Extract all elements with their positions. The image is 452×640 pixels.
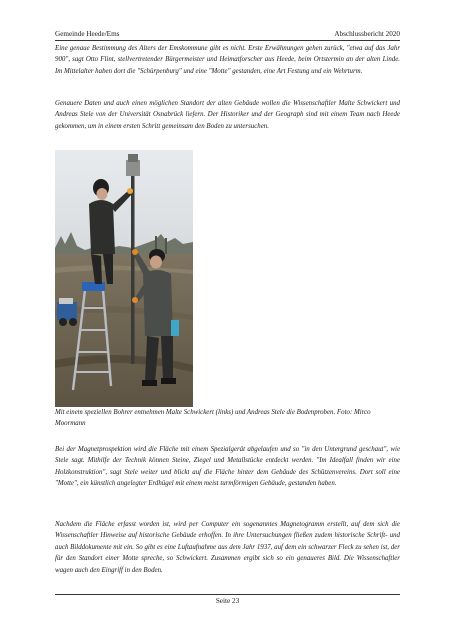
header-report-title: Abschlussbericht 2020 <box>334 30 400 38</box>
paragraph-researchers: Genauere Daten und auch einen möglichen Standort der alten Gebäude wollen die Wissenschaftler Malte Schwickert und Andreas Stele von der Universität Osnabrück liefern. Der Historiker und der Geograph sind mit einem Team nach Heede gekommen, um in einem ersten Schritt gemeinsam den Boden zu untersuchen. <box>55 100 400 130</box>
page-number: Seite 23 <box>215 597 240 605</box>
photo-caption: Mit einem speziellen Bohrer entnehmen Malte Schwickert (links) und Andreas Stele die Bodenproben. Foto: Mirco Moormann <box>55 409 371 428</box>
footer-divider <box>55 594 400 595</box>
paragraph-magnet-prospection: Bei der Magnetprospektion wird die Fläche mit einem Spezialgerät abgelaufen und so "in den Untergrund geschaut", wie Stele sagt. Mithilfe der Technik können Steine, Ziegel und Metallstücke entdeckt werden. "Im Idealfall finden wir eine Holzkonstruktion", sagt Stele weiter und blickt auf die Fläche hinter dem Gebäude des Schützenvereins. Dort soll eine "Motte", ein künstlich angelegter Erdhügel mit einem meist turmförmigen Gebäude, gestanden haben. <box>55 446 400 488</box>
soil-drilling-photo <box>55 150 193 407</box>
header-municipality: Gemeinde Heede/Ems <box>55 30 120 38</box>
paragraph-magnetogram: Nachdem die Fläche erfasst worden ist, wird per Computer ein sogenanntes Magnetogramm erstellt, auf dem sich die Wissenschaftler Hinweise auf historische Gebäude erhoffen. In ihre Untersuchungen fließen zudem historische Schrift- und auch Bilddokumente mit ein. So gibt es eine Luftaufnahme aus dem Jahr 1937, auf dem ein schwarzer Fleck zu sehen ist, der für den Standort einer Motte spreche, so Schwickert. Zusammen ergibt sich so ein genaueres Bild. Die Wissenschaftler wagen auch den Eingriff in den Boden. <box>55 521 400 574</box>
page-header <box>55 30 400 39</box>
paragraph-history: Eine genaue Bestimmung des Alters der Emskommune gibt es nicht. Erste Erwähnungen gehen zurück, "etwa auf das Jahr 900", sagt Otto Flint, stellvertretender Bürgermeister und Heimatforscher aus Heede, beim Ortstermin an der alten Linde. Im Mittelalter haben dort die "Schürpenburg" und eine "Motte" gestanden, eine Art Festung und ein Wehrturm. <box>55 45 400 75</box>
header-divider <box>55 40 400 41</box>
